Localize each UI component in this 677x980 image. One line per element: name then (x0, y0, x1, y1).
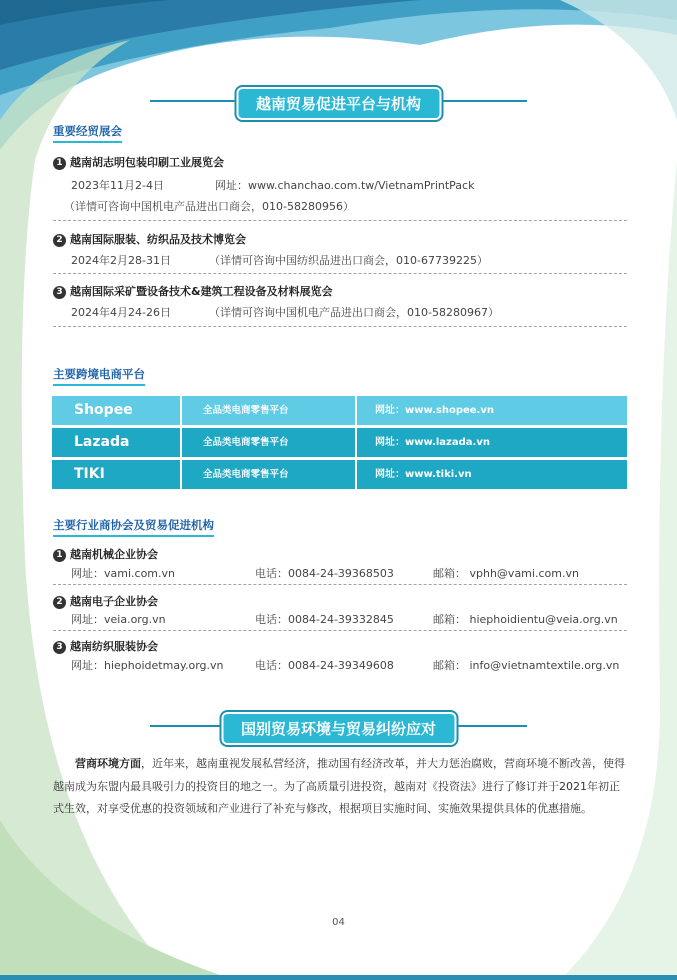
exhibition-2-title: 2 越南国际服装、纺织品及技术博览会 (53, 231, 246, 247)
exhibition-3-date: 2024年4月24-26日 (71, 306, 171, 319)
exhibition-1-date: 2023年11月2-4日 (71, 179, 164, 192)
divider (53, 220, 627, 221)
platform-website[interactable]: 网址：www.shopee.vn (357, 396, 627, 425)
section1-title: 越南贸易促进平台与机构 (238, 89, 439, 118)
association-1-website[interactable]: 网址：vami.com.vn (71, 567, 175, 580)
ecommerce-row-lazada (52, 428, 627, 457)
platform-type: 全品类电商零售平台 (182, 428, 355, 457)
ecommerce-heading: 主要跨境电商平台 (53, 366, 145, 386)
association-3-email[interactable]: 邮箱： info@vietnamtextile.org.vn (433, 659, 620, 672)
section2-title: 国别贸易环境与贸易纠纷应对 (223, 714, 454, 743)
association-1-title: 1 越南机械企业协会 (53, 546, 158, 562)
association-2-website[interactable]: 网址：veia.org.vn (71, 613, 166, 626)
exhibition-3-title: 3 越南国际采矿暨设备技术&建筑工程设备及材料展览会 (53, 283, 333, 299)
association-3-title: 3 越南纺织服装协会 (53, 638, 158, 654)
exhibition-1-contact: （详情可咨询中国机电产品进出口商会，010-58280956） (64, 200, 354, 213)
ecommerce-row-tiki (52, 460, 627, 489)
exhibition-2-contact: （详情可咨询中国纺织品进出口商会，010-67739225） (209, 254, 488, 267)
exhibition-2-date: 2024年2月28-31日 (71, 254, 171, 267)
exhibition-1-title: 1 越南胡志明包装印刷工业展览会 (53, 154, 224, 170)
platform-type: 全品类电商零售平台 (182, 460, 355, 489)
platform-website[interactable]: 网址：www.lazada.vn (357, 428, 627, 457)
paragraph-body: ，近年来，越南重视发展私营经济，推动国有经济改革，并大力惩治腐败，营商环境不断改善，使得越南成为东盟内最具吸引力的投资目的地之一。为了高质量引进投资，越南对《投资法》进行了修订并于2021年初正式生效，对享受优惠的投资领域和产业进行了补充与修改，根据项目实施时间、实施效果提供具体的优惠措施。 (53, 757, 625, 815)
number-badge: 3 (53, 641, 66, 654)
association-2-email[interactable]: 邮箱： hiephoidientu@veia.org.vn (433, 613, 618, 626)
association-3-website[interactable]: 网址：hiephoidetmay.org.vn (71, 659, 224, 672)
divider (53, 326, 627, 327)
association-1-email[interactable]: 邮箱： vphh@vami.com.vn (433, 567, 579, 580)
association-3-phone: 电话：0084-24-39349608 (255, 659, 394, 672)
business-environment-paragraph (53, 753, 627, 821)
association-2-title: 2 越南电子企业协会 (53, 593, 158, 609)
exhibitions-heading: 重要经贸展会 (53, 123, 122, 143)
divider (53, 630, 627, 631)
number-badge: 2 (53, 234, 66, 247)
number-badge: 1 (53, 157, 66, 170)
exhibition-1-website: 网址：www.chanchao.com.tw/VietnamPrintPack (215, 179, 475, 192)
ecommerce-row-shopee (52, 396, 627, 425)
association-1-phone: 电话：0084-24-39368503 (255, 567, 394, 580)
number-badge: 2 (53, 596, 66, 609)
number-badge: 1 (53, 549, 66, 562)
association-2-phone: 电话：0084-24-39332845 (255, 613, 394, 626)
paragraph-lead: 营商环境方面 (75, 757, 141, 770)
platform-type: 全品类电商零售平台 (182, 396, 355, 425)
platform-website[interactable]: 网址：www.tiki.vn (357, 460, 627, 489)
platform-name: TIKI (52, 460, 180, 489)
platform-name: Shopee (52, 396, 180, 425)
divider (53, 584, 627, 585)
number-badge: 3 (53, 286, 66, 299)
associations-heading: 主要行业商协会及贸易促进机构 (53, 517, 214, 537)
page-number: 04 (332, 917, 345, 928)
platform-name: Lazada (52, 428, 180, 457)
divider (53, 273, 627, 274)
exhibition-3-contact: （详情可咨询中国机电产品进出口商会，010-58280967） (209, 306, 499, 319)
